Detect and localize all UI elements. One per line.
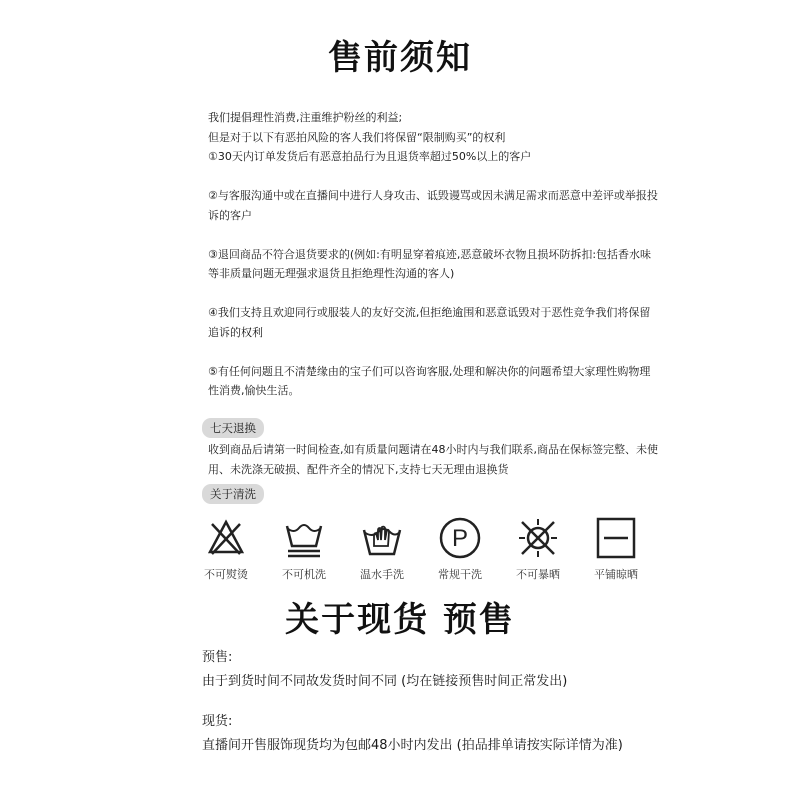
notice-item-5: ⑤有任何问题且不清楚缘由的宝子们可以咨询客服,处理和解决你的问题希望大家理性购物理性消费,愉快生活。 [208,364,651,397]
wash-label: 不可机洗 [282,568,326,581]
no-machine-wash-icon [282,516,326,560]
washing-icons-row [190,516,650,586]
no-sun-icon [516,516,560,560]
notice-item-3: ③退回商品不符合退货要求的(例如:有明显穿着痕迹,恶意破坏衣物且损坏防拆扣:包括香水味等非质量问题无理强求退货且拒绝理性沟通的客人) [208,247,652,280]
pre-sale-notice [208,108,658,401]
notice-item-2: ②与客服沟通中或在直播间中进行人身攻击、诋毁谩骂或因未满足需求而恶意中差评或举报投诉的客户 [208,189,658,222]
notice-intro-2: 但是对于以下有恶拍风险的客人我们将保留“限制购买”的权利 [208,130,506,144]
wash-label: 不可暴晒 [516,568,560,581]
no-iron-icon [204,516,248,560]
wash-item-no-sun [502,516,574,582]
wash-label: 温水手洗 [360,568,404,581]
wash-item-flat-dry [580,516,652,582]
wash-item-no-machine-wash [268,516,340,582]
notice-item-1: ①30天内订单发货后有恶意拍品行为且退货率超过50%以上的客户 [208,150,532,163]
svg-text:P: P [451,525,469,552]
return-policy-text [208,440,658,479]
wash-item-hand-wash [346,516,418,582]
return-policy-body: 收到商品后请第一时间检查,如有质量问题请在48小时内与我们联系,商品在保标签完整、未使用、未洗涤无破损、配件齐全的情况下,支持七天无理由退换货 [208,443,658,476]
hand-wash-icon [360,516,404,560]
flat-dry-icon [594,516,638,560]
wash-item-no-iron [190,516,262,582]
notice-intro: 我们提倡理性消费,注重维护粉丝的利益; [208,111,403,124]
return-policy-tag: 七天退换 [202,418,264,438]
presale-label: 预售: [202,650,233,665]
instock-text: 直播间开售服饰现货均为包邮48小时内发出 (拍品排单请按实际详情为准) [202,738,623,753]
notice-item-4: ④我们支持且欢迎同行或服装人的友好交流,但拒绝逾围和恶意诋毁对于恶性竞争我们将保留追诉的权利 [208,306,651,339]
stock-section-title: 关于现货 预售 [285,600,515,640]
wash-item-dry-clean [424,516,496,582]
page-title: 售前须知 [328,38,472,78]
wash-label: 不可熨烫 [204,568,248,581]
wash-label: 平铺晾晒 [594,568,638,581]
dry-clean-icon [438,516,482,560]
washing-tag: 关于清洗 [202,484,264,504]
instock-label: 现货: [202,714,233,729]
presale-text: 由于到货时间不同故发货时间不同 (均在链接预售时间正常发出) [202,674,568,689]
wash-label: 常规干洗 [438,568,482,581]
